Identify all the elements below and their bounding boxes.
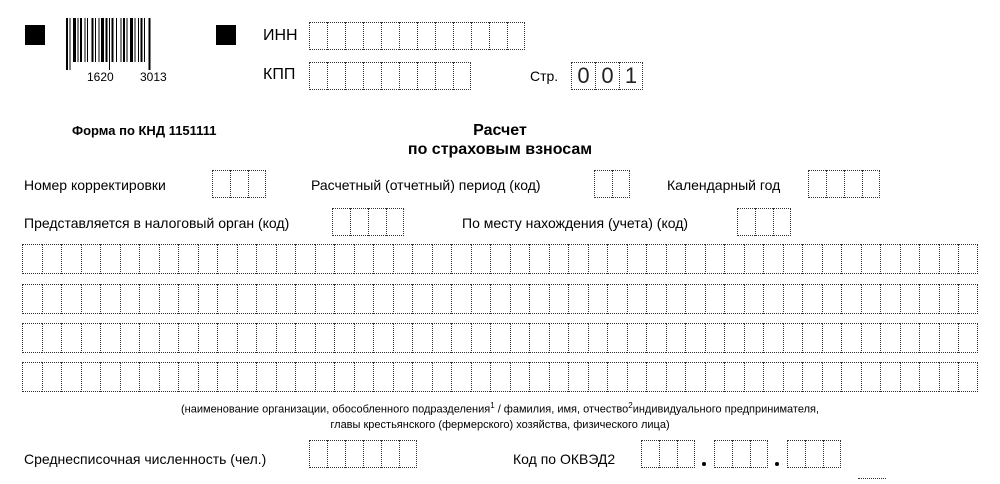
- input-cell[interactable]: [139, 284, 159, 314]
- input-cell[interactable]: [309, 440, 327, 468]
- input-cell[interactable]: [453, 22, 471, 50]
- input-cell[interactable]: [334, 284, 354, 314]
- input-cell[interactable]: [381, 22, 399, 50]
- input-cell[interactable]: [802, 323, 822, 353]
- input-cell[interactable]: [783, 284, 803, 314]
- input-cell[interactable]: [568, 284, 588, 314]
- input-cell[interactable]: [841, 323, 861, 353]
- page-digit: 0: [571, 62, 595, 90]
- input-cell[interactable]: [471, 323, 491, 353]
- input-cell[interactable]: [471, 244, 491, 274]
- input-cell[interactable]: [198, 284, 218, 314]
- input-cell[interactable]: [471, 22, 489, 50]
- input-cell[interactable]: [822, 244, 842, 274]
- input-cell[interactable]: [607, 244, 627, 274]
- input-cell[interactable]: [81, 323, 101, 353]
- input-cell[interactable]: [381, 440, 399, 468]
- input-cell[interactable]: [880, 244, 900, 274]
- input-cell[interactable]: [345, 22, 363, 50]
- input-cell[interactable]: [22, 323, 42, 353]
- input-cell[interactable]: [900, 362, 920, 392]
- input-cell[interactable]: [510, 323, 530, 353]
- input-cell[interactable]: [120, 362, 140, 392]
- input-cell[interactable]: [81, 284, 101, 314]
- input-cell[interactable]: [822, 323, 842, 353]
- input-cell[interactable]: [588, 244, 608, 274]
- input-cell[interactable]: [399, 62, 417, 90]
- input-cell[interactable]: [159, 244, 179, 274]
- registration-marker-left: [25, 25, 45, 45]
- input-cell[interactable]: [178, 323, 198, 353]
- input-cell[interactable]: [763, 284, 783, 314]
- input-cell[interactable]: [705, 362, 725, 392]
- input-cell[interactable]: [237, 244, 257, 274]
- input-cell[interactable]: [724, 362, 744, 392]
- input-cell[interactable]: [399, 440, 417, 468]
- input-cell[interactable]: [276, 323, 296, 353]
- input-cell[interactable]: [744, 362, 764, 392]
- input-cell[interactable]: [549, 244, 569, 274]
- okved-group-3-cells[interactable]: [787, 440, 841, 468]
- input-cell[interactable]: [666, 244, 686, 274]
- input-cell[interactable]: [198, 244, 218, 274]
- input-cell[interactable]: [217, 323, 237, 353]
- input-cell[interactable]: [42, 323, 62, 353]
- correction-number-cells[interactable]: [212, 170, 266, 198]
- input-cell[interactable]: [627, 362, 647, 392]
- input-cell[interactable]: [412, 244, 432, 274]
- input-cell[interactable]: [808, 170, 826, 198]
- input-cell[interactable]: [100, 323, 120, 353]
- input-cell[interactable]: [363, 440, 381, 468]
- input-cell[interactable]: [677, 440, 695, 468]
- input-cell[interactable]: [841, 284, 861, 314]
- input-cell[interactable]: [822, 284, 842, 314]
- input-cell[interactable]: [315, 362, 335, 392]
- input-cell[interactable]: [198, 362, 218, 392]
- input-cell[interactable]: [295, 244, 315, 274]
- knd-form-label: Форма по КНД 1151111: [72, 123, 217, 138]
- input-cell[interactable]: [958, 362, 978, 392]
- input-cell[interactable]: [451, 284, 471, 314]
- input-cell[interactable]: [787, 440, 805, 468]
- input-cell[interactable]: [627, 244, 647, 274]
- input-cell[interactable]: [373, 244, 393, 274]
- input-cell[interactable]: [666, 284, 686, 314]
- input-cell[interactable]: [412, 323, 432, 353]
- input-cell[interactable]: [276, 362, 296, 392]
- input-cell[interactable]: [549, 284, 569, 314]
- input-cell[interactable]: [100, 362, 120, 392]
- input-cell[interactable]: [453, 62, 471, 90]
- input-cell[interactable]: [685, 244, 705, 274]
- input-cell[interactable]: [178, 284, 198, 314]
- input-cell[interactable]: [588, 362, 608, 392]
- input-cell[interactable]: [354, 284, 374, 314]
- input-cell[interactable]: [100, 284, 120, 314]
- input-cell[interactable]: [529, 323, 549, 353]
- input-cell[interactable]: [345, 440, 363, 468]
- input-cell[interactable]: [568, 323, 588, 353]
- input-cell[interactable]: [327, 440, 345, 468]
- input-cell[interactable]: [588, 284, 608, 314]
- input-cell[interactable]: [755, 208, 773, 236]
- input-cell[interactable]: [327, 62, 345, 90]
- form-title-line1: Расчет: [473, 122, 527, 139]
- input-cell[interactable]: [393, 284, 413, 314]
- input-cell[interactable]: [510, 284, 530, 314]
- input-cell[interactable]: [685, 323, 705, 353]
- form-title: [380, 121, 620, 159]
- input-cell[interactable]: [844, 170, 862, 198]
- input-cell[interactable]: [659, 440, 677, 468]
- input-cell[interactable]: [939, 362, 959, 392]
- input-cell[interactable]: [451, 244, 471, 274]
- registration-marker-right: [216, 25, 236, 45]
- input-cell[interactable]: [178, 362, 198, 392]
- input-cell[interactable]: [334, 244, 354, 274]
- input-cell[interactable]: [393, 362, 413, 392]
- input-cell[interactable]: [646, 362, 666, 392]
- form-title-line2: по страховым взносам: [407, 141, 593, 158]
- barcode-left-number: 1620: [87, 70, 114, 84]
- input-cell[interactable]: [763, 323, 783, 353]
- input-cell[interactable]: [773, 208, 791, 236]
- input-cell[interactable]: [159, 362, 179, 392]
- input-cell[interactable]: [432, 244, 452, 274]
- input-cell[interactable]: [212, 170, 230, 198]
- input-cell[interactable]: [120, 323, 140, 353]
- input-cell[interactable]: [880, 323, 900, 353]
- input-cell[interactable]: [81, 362, 101, 392]
- input-cell[interactable]: [237, 323, 257, 353]
- page-label: Стр.: [530, 68, 559, 84]
- input-cell[interactable]: [919, 244, 939, 274]
- input-cell[interactable]: [724, 284, 744, 314]
- input-cell[interactable]: [627, 323, 647, 353]
- correction-number-label: Номер корректировки: [24, 177, 166, 193]
- input-cell[interactable]: [607, 362, 627, 392]
- period-code-label: Расчетный (отчетный) период (код): [311, 177, 541, 193]
- input-cell[interactable]: [217, 284, 237, 314]
- input-cell[interactable]: [900, 323, 920, 353]
- input-cell[interactable]: [510, 244, 530, 274]
- input-cell[interactable]: [373, 284, 393, 314]
- input-cell[interactable]: [368, 208, 386, 236]
- input-cell[interactable]: [646, 284, 666, 314]
- input-cell[interactable]: [248, 170, 266, 198]
- kpp-cells[interactable]: [309, 62, 471, 90]
- input-cell[interactable]: [802, 284, 822, 314]
- okved-label: Код по ОКВЭД2: [513, 451, 616, 467]
- input-cell[interactable]: [159, 284, 179, 314]
- input-cell[interactable]: [607, 323, 627, 353]
- input-cell[interactable]: [332, 208, 350, 236]
- input-cell[interactable]: [594, 170, 612, 198]
- calendar-year-cells[interactable]: [808, 170, 880, 198]
- input-cell[interactable]: [327, 22, 345, 50]
- input-cell[interactable]: [646, 323, 666, 353]
- input-cell[interactable]: [822, 362, 842, 392]
- input-cell[interactable]: [763, 244, 783, 274]
- input-cell[interactable]: [490, 244, 510, 274]
- input-cell[interactable]: [178, 244, 198, 274]
- input-cell[interactable]: [490, 323, 510, 353]
- input-cell[interactable]: [958, 284, 978, 314]
- input-cell[interactable]: [841, 244, 861, 274]
- input-cell[interactable]: [350, 208, 368, 236]
- input-cell[interactable]: [763, 362, 783, 392]
- input-cell[interactable]: [100, 244, 120, 274]
- input-cell[interactable]: [919, 323, 939, 353]
- input-cell[interactable]: [451, 323, 471, 353]
- input-cell[interactable]: [549, 362, 569, 392]
- input-cell[interactable]: [823, 440, 841, 468]
- input-cell[interactable]: [139, 362, 159, 392]
- input-cell[interactable]: [588, 323, 608, 353]
- input-cell[interactable]: [529, 362, 549, 392]
- input-cell[interactable]: [880, 362, 900, 392]
- input-cell[interactable]: [61, 362, 81, 392]
- barcode-right-number: 3013: [140, 70, 167, 84]
- input-cell[interactable]: [276, 244, 296, 274]
- input-cell[interactable]: [435, 22, 453, 50]
- input-cell[interactable]: [412, 284, 432, 314]
- input-cell[interactable]: [42, 284, 62, 314]
- location-code-cells[interactable]: [737, 208, 791, 236]
- input-cell[interactable]: [432, 323, 452, 353]
- input-cell[interactable]: [826, 170, 844, 198]
- input-cell[interactable]: [435, 62, 453, 90]
- input-cell[interactable]: [276, 284, 296, 314]
- input-cell[interactable]: [373, 323, 393, 353]
- input-cell[interactable]: [309, 22, 327, 50]
- name-row[interactable]: [22, 323, 978, 353]
- input-cell[interactable]: [354, 362, 374, 392]
- input-cell[interactable]: [471, 362, 491, 392]
- input-cell[interactable]: [159, 323, 179, 353]
- input-cell[interactable]: [295, 323, 315, 353]
- input-cell[interactable]: [802, 362, 822, 392]
- input-cell[interactable]: [744, 284, 764, 314]
- okved-group-1-cells[interactable]: [641, 440, 695, 468]
- input-cell[interactable]: [958, 244, 978, 274]
- input-cell[interactable]: [685, 284, 705, 314]
- input-cell[interactable]: [399, 22, 417, 50]
- kpp-label: КПП: [263, 66, 296, 83]
- input-cell[interactable]: [22, 284, 42, 314]
- input-cell[interactable]: [217, 362, 237, 392]
- input-cell[interactable]: [783, 323, 803, 353]
- input-cell[interactable]: [315, 323, 335, 353]
- input-cell[interactable]: [939, 323, 959, 353]
- input-cell[interactable]: [22, 244, 42, 274]
- input-cell[interactable]: [939, 244, 959, 274]
- input-cell[interactable]: [529, 284, 549, 314]
- input-cell[interactable]: [198, 323, 218, 353]
- input-cell[interactable]: [627, 284, 647, 314]
- input-cell[interactable]: [783, 362, 803, 392]
- input-cell[interactable]: [237, 362, 257, 392]
- input-cell[interactable]: [939, 284, 959, 314]
- headcount-cells[interactable]: [309, 440, 417, 468]
- input-cell[interactable]: [958, 323, 978, 353]
- input-cell[interactable]: [783, 244, 803, 274]
- input-cell[interactable]: [510, 362, 530, 392]
- name-row[interactable]: [22, 284, 978, 314]
- okved-separator-dot: [775, 462, 779, 466]
- input-cell[interactable]: [919, 284, 939, 314]
- input-cell[interactable]: [373, 362, 393, 392]
- page-number-cells: [571, 62, 643, 90]
- input-cell[interactable]: [490, 362, 510, 392]
- input-cell[interactable]: [666, 362, 686, 392]
- input-cell[interactable]: [724, 323, 744, 353]
- input-cell[interactable]: [724, 244, 744, 274]
- input-cell[interactable]: [714, 440, 732, 468]
- page-digit: 0: [595, 62, 619, 90]
- input-cell[interactable]: [549, 323, 569, 353]
- input-cell[interactable]: [295, 362, 315, 392]
- input-cell[interactable]: [919, 362, 939, 392]
- input-cell[interactable]: [139, 244, 159, 274]
- input-cell[interactable]: [256, 244, 276, 274]
- calendar-year-label: Календарный год: [667, 177, 781, 193]
- input-cell[interactable]: [417, 22, 435, 50]
- input-cell[interactable]: [354, 244, 374, 274]
- input-cell[interactable]: [256, 284, 276, 314]
- input-cell[interactable]: [334, 362, 354, 392]
- input-cell[interactable]: [861, 244, 881, 274]
- input-cell[interactable]: [900, 284, 920, 314]
- period-code-cells[interactable]: [594, 170, 630, 198]
- input-cell[interactable]: [432, 362, 452, 392]
- input-cell[interactable]: [685, 362, 705, 392]
- input-cell[interactable]: [490, 284, 510, 314]
- input-cell[interactable]: [841, 362, 861, 392]
- input-cell[interactable]: [334, 323, 354, 353]
- input-cell[interactable]: [641, 440, 659, 468]
- input-cell[interactable]: [732, 440, 750, 468]
- inn-cells[interactable]: [309, 22, 525, 50]
- input-cell[interactable]: [666, 323, 686, 353]
- input-cell[interactable]: [345, 62, 363, 90]
- input-cell[interactable]: [42, 362, 62, 392]
- inn-label: ИНН: [263, 27, 298, 44]
- okved-group-2-cells[interactable]: [714, 440, 768, 468]
- input-cell[interactable]: [744, 244, 764, 274]
- name-field-note: (наименование организации, обособленного подразделения$^1$ / фамилия, имя, отчество$^2$индивидуального предпринимателя, главы крестьянского (фермерского) хозяйства, физического лица): [181, 401, 819, 431]
- input-cell[interactable]: [412, 362, 432, 392]
- input-cell[interactable]: [432, 284, 452, 314]
- input-cell[interactable]: [386, 208, 404, 236]
- location-code-label: По месту нахождения (учета) (код): [462, 215, 689, 231]
- barcode-icon: [64, 18, 208, 70]
- input-cell[interactable]: [805, 440, 823, 468]
- input-cell[interactable]: [861, 284, 881, 314]
- input-cell[interactable]: [862, 170, 880, 198]
- footer-dotted-line: [858, 478, 886, 479]
- input-cell[interactable]: [507, 22, 525, 50]
- name-row[interactable]: [22, 244, 978, 274]
- input-cell[interactable]: [861, 362, 881, 392]
- input-cell[interactable]: [489, 22, 507, 50]
- input-cell[interactable]: [363, 22, 381, 50]
- name-row[interactable]: [22, 362, 978, 392]
- input-cell[interactable]: [568, 244, 588, 274]
- input-cell[interactable]: [230, 170, 248, 198]
- input-cell[interactable]: [568, 362, 588, 392]
- input-cell[interactable]: [256, 362, 276, 392]
- input-cell[interactable]: [861, 323, 881, 353]
- input-cell[interactable]: [393, 244, 413, 274]
- input-cell[interactable]: [381, 62, 399, 90]
- input-cell[interactable]: [607, 284, 627, 314]
- input-cell[interactable]: [417, 62, 435, 90]
- input-cell[interactable]: [529, 244, 549, 274]
- input-cell[interactable]: [217, 244, 237, 274]
- input-cell[interactable]: [646, 244, 666, 274]
- tax-authority-label: Представляется в налоговый орган (код): [24, 215, 290, 231]
- page-digit: 1: [619, 62, 643, 90]
- input-cell[interactable]: [451, 362, 471, 392]
- input-cell[interactable]: [737, 208, 755, 236]
- input-cell[interactable]: [139, 323, 159, 353]
- input-cell[interactable]: [900, 244, 920, 274]
- input-cell[interactable]: [705, 244, 725, 274]
- input-cell[interactable]: [612, 170, 630, 198]
- input-cell[interactable]: [393, 323, 413, 353]
- input-cell[interactable]: [705, 284, 725, 314]
- input-cell[interactable]: [61, 244, 81, 274]
- input-cell[interactable]: [309, 62, 327, 90]
- input-cell[interactable]: [42, 244, 62, 274]
- input-cell[interactable]: [363, 62, 381, 90]
- input-cell[interactable]: [315, 244, 335, 274]
- input-cell[interactable]: [315, 284, 335, 314]
- input-cell[interactable]: [61, 284, 81, 314]
- input-cell[interactable]: [61, 323, 81, 353]
- input-cell[interactable]: [802, 244, 822, 274]
- headcount-label: Среднесписочная численность (чел.): [24, 451, 267, 467]
- input-cell[interactable]: [120, 244, 140, 274]
- input-cell[interactable]: [22, 362, 42, 392]
- input-cell[interactable]: [237, 284, 257, 314]
- input-cell[interactable]: [880, 284, 900, 314]
- input-cell[interactable]: [744, 323, 764, 353]
- input-cell[interactable]: [705, 323, 725, 353]
- input-cell[interactable]: [256, 323, 276, 353]
- tax-authority-cells[interactable]: [332, 208, 404, 236]
- input-cell[interactable]: [471, 284, 491, 314]
- okved-separator-dot: [702, 462, 706, 466]
- input-cell[interactable]: [295, 284, 315, 314]
- input-cell[interactable]: [354, 323, 374, 353]
- input-cell[interactable]: [120, 284, 140, 314]
- input-cell[interactable]: [750, 440, 768, 468]
- input-cell[interactable]: [81, 244, 101, 274]
